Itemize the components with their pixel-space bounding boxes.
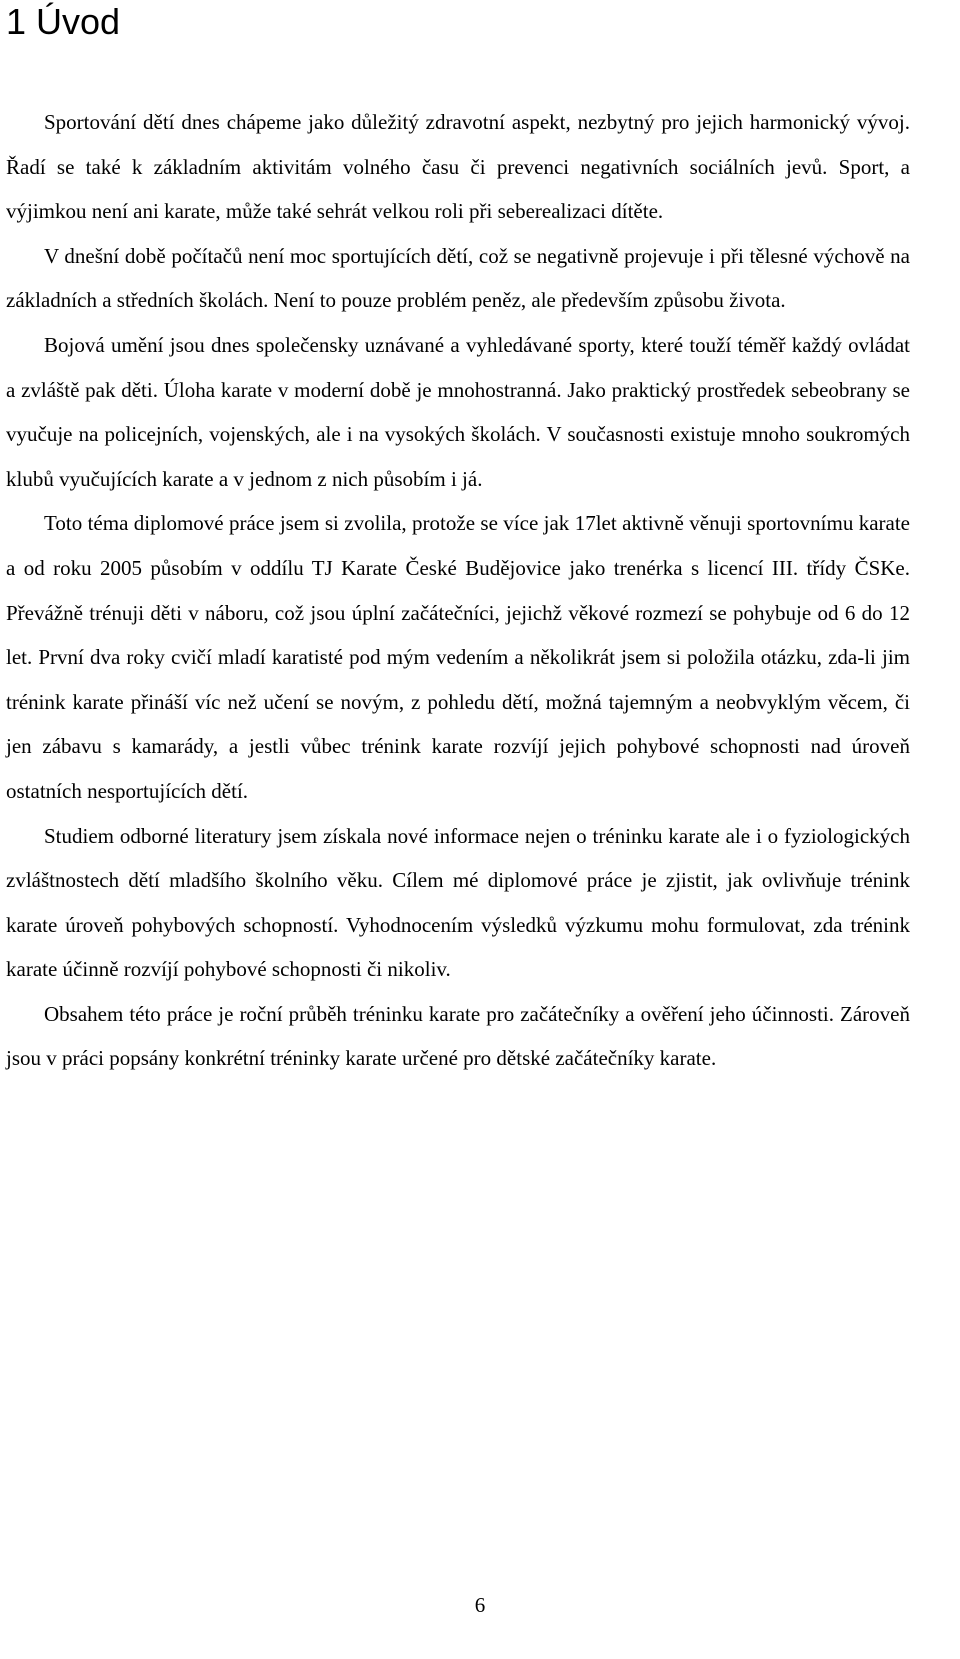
paragraph: Toto téma diplomové práce jsem si zvolila, protože se více jak 17let aktivně věnuji sportovnímu karate a od roku 2005 působím v oddílu TJ Karate České Budějovice jako trenérka s licencí III. třídy ČSKe. Převážně trénuji děti v náboru, což jsou úplní začátečníci, jejichž věkové rozmezí se pohybuje od 6 do 12 let. První dva roky cvičí mladí karatisté pod mým vedením a několikrát jsem si položila otázku, zda-li jim trénink karate přináší víc než učení se novým, z pohledu dětí, možná tajemným a neobvyklým věcem, či jen zábavu s kamarády, a jestli vůbec trénink karate rozvíjí jejich pohybové schopnosti nad úroveň ostatních nesportujících dětí. [6, 511, 910, 803]
paragraph: Studiem odborné literatury jsem získala nové informace nejen o tréninku karate ale i o fyziologických zvláštnostech dětí mladšího školního věku. Cílem mé diplomové práce je zjistit, jak ovlivňuje trénink karate úroveň pohybových schopností. Vyhodnocením výsledků výzkumu mohu formulovat, zda trénink karate účinně rozvíjí pohybové schopnosti či nikoliv. [6, 823, 910, 982]
body-text [6, 100, 910, 1081]
paragraph: Obsahem této práce je roční průběh tréninku karate pro začátečníky a ověření jeho účinnosti. Zároveň jsou v práci popsány konkrétní tréninky karate určené pro dětské začátečníky karate. [6, 1001, 910, 1071]
paragraph: Bojová umění jsou dnes společensky uznávané a vyhledávané sporty, které touží téměř každý ovládat a zvláště pak děti. Úloha karate v moderní době je mnohostranná. Jako praktický prostředek sebeobrany se vyučuje na policejních, vojenských, ale i na vysokých školách. V současnosti existuje mnoho soukromých klubů vyučujících karate a v jednom z nich působím i já. [6, 332, 910, 491]
paragraph: Sportování dětí dnes chápeme jako důležitý zdravotní aspekt, nezbytný pro jejich harmonický vývoj. Řadí se také k základním aktivitám volného času či prevenci negativních sociálních jevů. Sport, a výjimkou není ani karate, může také sehrát velkou roli při seberealizaci dítěte. [6, 110, 910, 224]
chapter-title: 1 Úvod [6, 1, 121, 42]
paragraph: V dnešní době počítačů není moc sportujících dětí, což se negativně projevuje i při tělesné výchově na základních a středních školách. Není to pouze problém peněz, ale především způsobu života. [6, 243, 910, 313]
page-number: 6 [474, 1593, 486, 1617]
